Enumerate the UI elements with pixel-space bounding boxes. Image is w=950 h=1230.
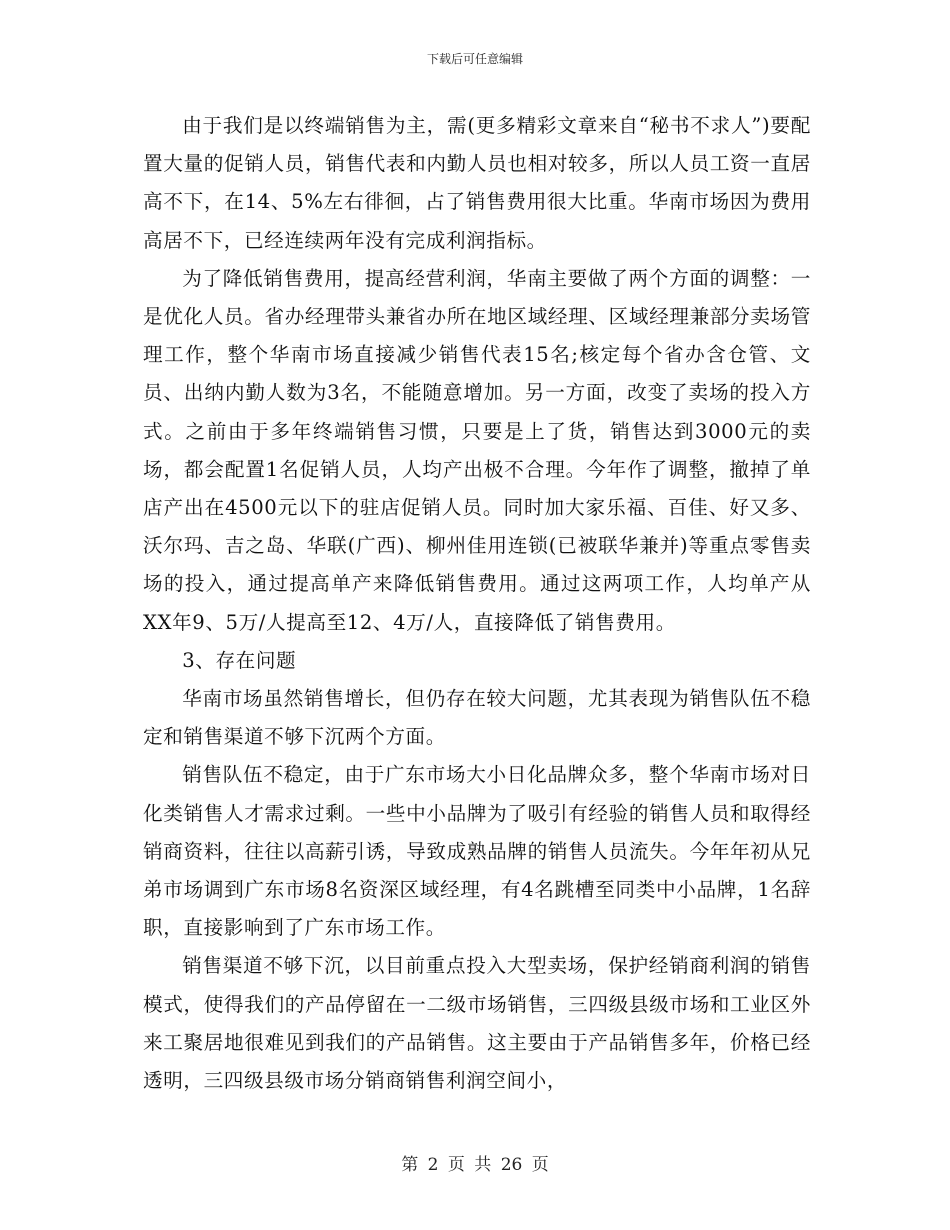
paragraph-personnel-cost: 由于我们是以终端销售为主，需(更多精彩文章来自“秘书不求人”)要配置大量的促销人员，销售代表和内勤人员也相对较多，所以人员工资一直居高不下，在14、5%左右徘徊，占了销售费用很大比重。华南市场因为费用高居不下，已经连续两年没有完成利润指标。 <box>143 114 811 252</box>
paragraph-problems-summary: 华南市场虽然销售增长，但仍存在较大问题，尤其表现为销售队伍不稳定和销售渠道不够下沉两个方面。 <box>143 687 811 749</box>
paragraph-team-instability: 销售队伍不稳定，由于广东市场大小日化品牌众多，整个华南市场对日化类销售人才需求过剩。一些中小品牌为了吸引有经验的销售人员和取得经销商资料，往往以高薪引诱，导致成熟品牌的销售人员流失。今年年初从兄弟市场调到广东市场8名资深区域经理，有4名跳槽至同类中小品牌，1名辞职，直接影响到了广东市场工作。 <box>143 763 811 940</box>
paragraph-channel-depth: 销售渠道不够下沉，以目前重点投入大型卖场，保护经销商利润的销售模式，使得我们的产品停留在一二级市场销售，三四级县级市场和工业区外来工聚居地很难见到我们的产品销售。这主要由于产品销售多年，价格已经透明，三四级县级市场分销商销售利润空间小， <box>143 954 811 1093</box>
page-header: 下载后可任意编辑 <box>426 52 523 66</box>
page-number-footer: 第 2 页 共 26 页 <box>401 1155 549 1175</box>
section-heading-problems: 3、存在问题 <box>182 648 297 672</box>
paragraph-cost-reduction: 为了降低销售费用，提高经营利润，华南主要做了两个方面的调整：一是优化人员。省办经理带头兼省办所在地区域经理、区域经理兼部分卖场管理工作，整个华南市场直接减少销售代表15名;核定每个省办含仓管、文员、出纳内勤人数为3名，不能随意增加。另一方面，改变了卖场的投入方式。之前由于多年终端销售习惯，只要是上了货，销售达到3000元的卖场，都会配置1名促销人员，人均产出极不合理。今年作了调整，撤掉了单店产出在4500元以下的驻店促销人员。同时加大家乐福、百佳、好又多、沃尔玛、吉之岛、华联(广西)、柳州佳用连锁(已被联华兼并)等重点零售卖场的投入，通过提高单产来降低销售费用。通过这两项工作，人均单产从XX年9、5万/人提高至12、4万/人，直接降低了销售费用。 <box>143 266 811 634</box>
document-body <box>143 107 811 1100</box>
